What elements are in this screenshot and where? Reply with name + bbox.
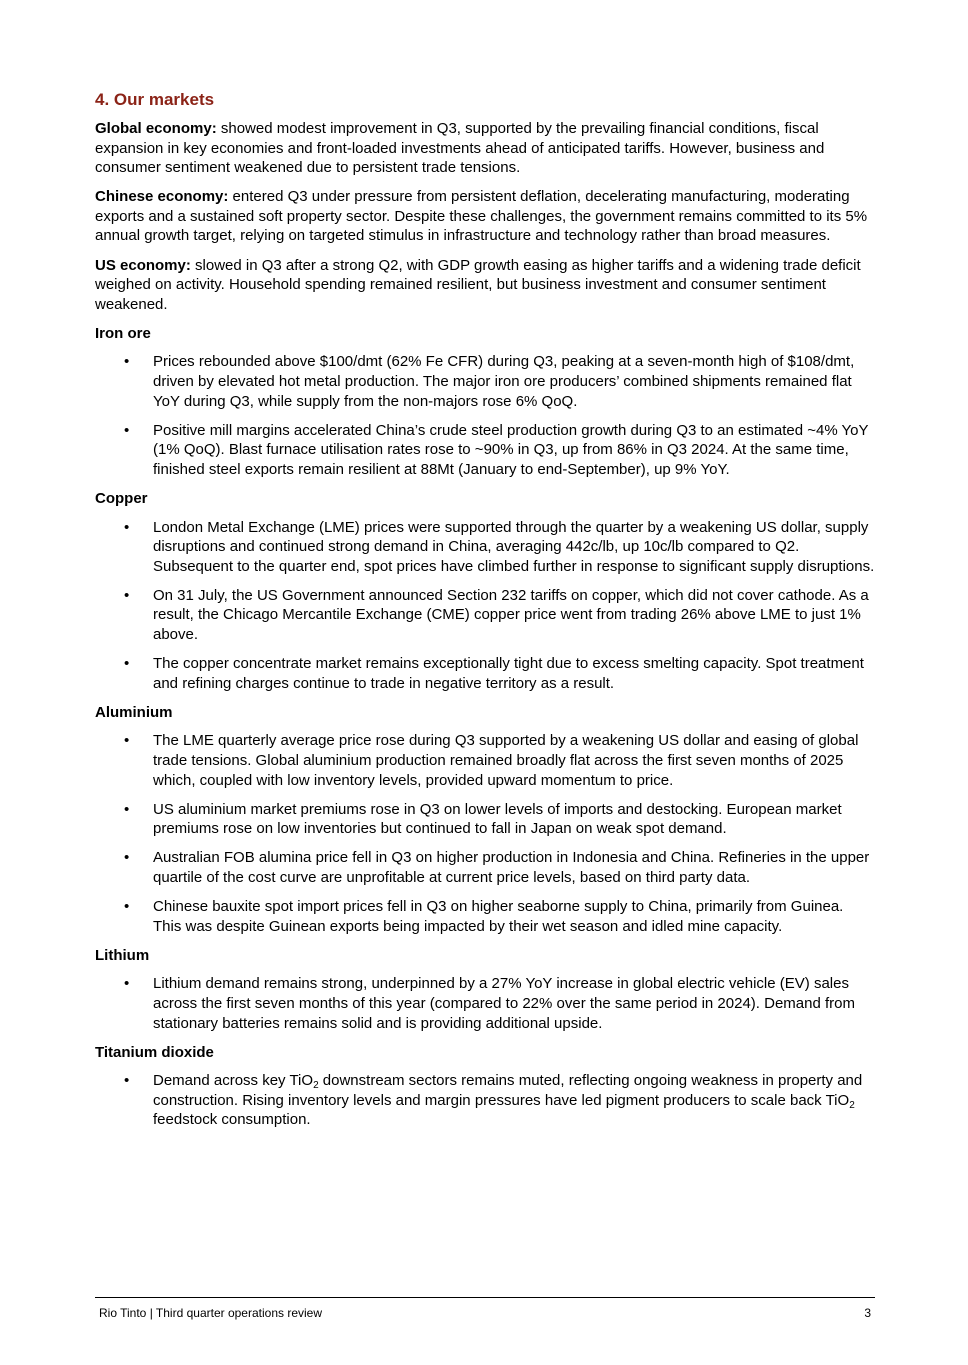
list-item: • Lithium demand remains strong, underpinned by a 27% YoY increase in global electric vehicle (EV) sales across the first seven months of this year (compared to 22% over the same period in 2024). Demand from stationary batteries remains solid and is providing additional upside. [95, 974, 875, 1033]
paragraph-text: showed modest improvement in Q3, supported by the prevailing financial conditions, fiscal expansion in key economies and front-loaded investments ahead of anticipated tariffs. However, business and consumer sentiment weakened due to persistent trade tensions. [95, 120, 825, 177]
aluminium-list [95, 731, 875, 936]
paragraph-lead: Global economy: [95, 120, 217, 137]
iron-ore-list [95, 352, 875, 479]
list-item: • The LME quarterly average price rose during Q3 supported by a weakening US dollar and easing of global trade tensions. Global aluminium production remained broadly flat across the first seven months of 2025 which, coupled with low inventory levels, provided upward momentum to price. [95, 731, 875, 790]
list-item: • Chinese bauxite spot import prices fell in Q3 on higher seaborne supply to China, primarily from Guinea. This was despite Guinean exports being impacted by their wet season and idled mine capacity. [95, 897, 875, 936]
paragraph-text: entered Q3 under pressure from persistent deflation, decelerating manufacturing, moderating exports and a sustained soft property sector. Despite these challenges, the government remains committed to its 5% annual growth target, relying on targeted stimulus in infrastructure and technology rather than broad measures. [95, 188, 868, 245]
document-body [95, 89, 875, 1140]
list-item: • US aluminium market premiums rose in Q3 on lower levels of imports and destocking. European market premiums rose on low inventories but continued to fall in Japan on weak spot demand. [95, 800, 875, 839]
text-run: downstream sectors remains muted, reflecting ongoing weakness in property and construction. Rising inventory levels and margin pressures have led pigment producers to scale back TiO [153, 1072, 863, 1109]
list-item: • On 31 July, the US Government announced Section 232 tariffs on copper, which did not cover cathode. As a result, the Chicago Mercantile Exchange (CME) copper price went from trading 26% above LME to just 1% above. [95, 586, 875, 645]
chinese-economy-paragraph [95, 187, 875, 246]
global-economy-paragraph [95, 119, 875, 178]
list-item: • London Metal Exchange (LME) prices were supported through the quarter by a weakening US dollar, supply disruptions and continued strong demand in China, averaging 442c/lb, up 10c/lb compared to Q2. Subsequent to the quarter end, spot prices have climbed further in response to significant supply disruptions. [95, 518, 875, 577]
list-item: • The copper concentrate market remains exceptionally tight due to excess smelting capacity. Spot treatment and refining charges continue to trade in negative territory as a result. [95, 654, 875, 693]
copper-list [95, 518, 875, 694]
list-item: • Positive mill margins accelerated China’s crude steel production growth during Q3 to an estimated ~4% YoY (1% QoQ). Blast furnace utilisation rates rose to ~90% in Q3, up from 86% in Q3 2024. At the same time, finished steel exports remain resilient at 88Mt (January to end-September), up 9% YoY. [95, 421, 875, 480]
text-run: feedstock consumption. [153, 1111, 311, 1129]
titanium-dioxide-list [95, 1071, 875, 1130]
lithium-heading: Lithium [95, 946, 150, 964]
paragraph-text: slowed in Q3 after a strong Q2, with GDP growth easing as higher tariffs and a widening trade deficit weighed on activity. Household spending remained resilient, but business investment and consumer sentiment weakened. [95, 256, 861, 313]
titanium-dioxide-heading: Titanium dioxide [95, 1043, 214, 1061]
footer-divider [95, 1297, 875, 1298]
paragraph-lead: Chinese economy: [95, 188, 229, 206]
footer-title: Rio Tinto | Third quarter operations review [99, 1306, 323, 1320]
list-item: • Australian FOB alumina price fell in Q3 on higher production in Indonesia and China. Refineries in the upper quartile of the cost curve are unprofitable at current price levels, based on third party data. [95, 848, 875, 887]
copper-heading: Copper [95, 490, 148, 507]
list-item: • Prices rebounded above $100/dmt (62% Fe CFR) during Q3, peaking at a seven-month high of $108/dmt, driven by elevated hot metal production. The major iron ore producers’ combined shipments remained flat YoY during Q3, while supply from the non-majors rose 6% QoQ. [95, 352, 875, 411]
text-run: Demand across key TiO [153, 1072, 314, 1090]
section-title: 4. Our markets [95, 90, 215, 109]
page-number: 3 [864, 1306, 871, 1320]
subscript: 2 [313, 1080, 319, 1092]
iron-ore-heading: Iron ore [95, 324, 151, 342]
us-economy-paragraph [95, 256, 875, 315]
subscript: 2 [849, 1099, 855, 1111]
lithium-list [95, 974, 875, 1033]
paragraph-lead: US economy: [95, 256, 191, 274]
list-item [95, 1071, 875, 1130]
aluminium-heading: Aluminium [95, 703, 173, 721]
